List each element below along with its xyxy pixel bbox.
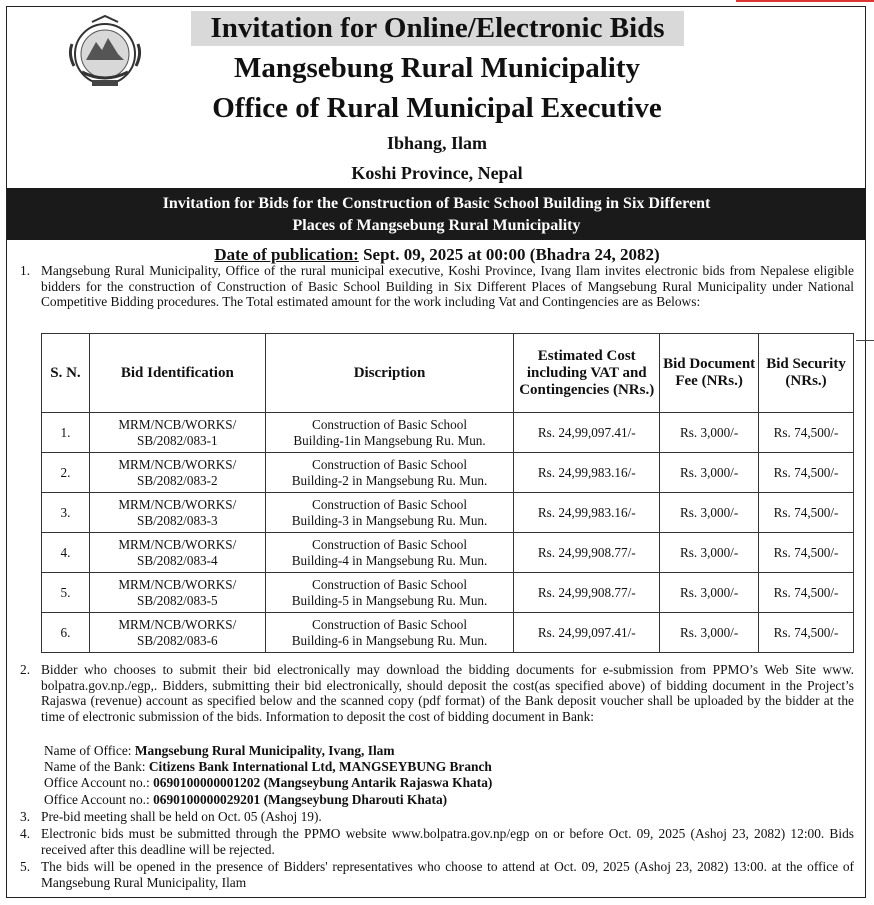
cell-bid-id-id2: SB/2082/083-2: [137, 472, 218, 488]
bank-value: Citizens Bank International Ltd, MANGSEYBUNG Branch: [148, 759, 492, 774]
cell-security: [759, 493, 854, 533]
banner-line-2: Places of Mangsebung Rural Municipality: [292, 217, 581, 234]
col-bid-security: Bid Security (NRs.): [759, 334, 854, 413]
cell-security: [759, 533, 854, 573]
cell-description: [265, 453, 514, 493]
cell-bid-id: [89, 493, 265, 533]
table-row: [42, 493, 854, 533]
table-row: [42, 613, 854, 653]
cell-fee-fee: Rs. 3,000/-: [679, 504, 739, 520]
cell-description-d2: Building-6 in Mangsebung Ru. Mun.: [291, 632, 488, 648]
account-2-value: 0690100000029201 (Mangseybung Dharouti Khata): [153, 792, 448, 807]
cell-bid-id-id1: MRM/NCB/WORKS/: [118, 456, 237, 472]
cell-cost-cost: Rs. 24,99,097.41/-: [537, 424, 636, 440]
publication-date: [0, 245, 874, 265]
cell-sn: [42, 533, 90, 573]
cell-security-security: Rs. 74,500/-: [773, 504, 839, 520]
cell-cost: [514, 493, 660, 533]
cell-description-d2: Building-4 in Mangsebung Ru. Mun.: [291, 552, 488, 568]
cell-description-d1: Construction of Basic School: [312, 496, 467, 512]
cell-fee-fee: Rs. 3,000/-: [679, 424, 739, 440]
cell-security: [759, 453, 854, 493]
cell-sn-sn: 3.: [60, 504, 71, 520]
margin-tick: [856, 340, 874, 341]
cell-fee-fee: Rs. 3,000/-: [679, 544, 739, 560]
cell-fee: [660, 453, 759, 493]
cell-security-security: Rs. 74,500/-: [773, 584, 839, 600]
cell-bid-id: [89, 413, 265, 453]
cell-cost-cost: Rs. 24,99,983.16/-: [537, 464, 636, 480]
cell-description: [265, 493, 514, 533]
table-row: [42, 413, 854, 453]
item-1-text: Mangsebung Rural Municipality, Office of the rural municipal executive, Koshi Province, Ivang Ilam invites electronic bids from Nepalese eligible bidders for the construction of Construction of Basic School Building in Six Different Places of Mangsebung Rural Municipality under National Competitive Bidding procedures. The Total estimated amount for the work including Vat and Contingencies are as Belows:: [41, 263, 854, 309]
item-2-text: Bidder who chooses to submit their bid electronically may download the bidding documents for e-submission from PPMO’s Web Site www. bolpatra.gov.np./egp,. Bidders, submitting their bid electronically, should deposit the cost(as specified above) of bidding document in the Project’s Rajaswa (revenue) account as specified below and the scanned copy (pdf format) of the Bank deposit voucher shall be uploaded by the bidder at the time of electronic submission of the bids. Information to deposit the cost of bidding document in Bank:: [41, 662, 854, 724]
col-bid-id: Bid Identification: [89, 334, 265, 413]
title-banner: [7, 188, 866, 240]
cell-bid-id-id2: SB/2082/083-6: [137, 632, 218, 648]
office-label: Name of Office:: [44, 743, 132, 758]
publication-value: Sept. 09, 2025 at 00:00 (Bhadra 24, 2082): [363, 245, 660, 264]
account-1-line: [44, 775, 492, 791]
cell-security-security: Rs. 74,500/-: [773, 464, 839, 480]
cell-sn: [42, 493, 90, 533]
cell-fee: [660, 413, 759, 453]
table-row: [42, 453, 854, 493]
cell-cost: [514, 413, 660, 453]
cell-bid-id-id1: MRM/NCB/WORKS/: [118, 616, 237, 632]
cell-fee-fee: Rs. 3,000/-: [679, 624, 739, 640]
cell-sn-sn: 6.: [60, 624, 71, 640]
item-4-number: 4.: [20, 826, 31, 841]
cell-bid-id-id1: MRM/NCB/WORKS/: [118, 536, 237, 552]
account-1-value: 0690100000001202 (Mangseybung Antarik Rajaswa Khata): [153, 775, 493, 790]
item-5-text: The bids will be opened in the presence of Bidders' representatives who choose to attend at Oct. 09, 2025 (Ashoj 23, 2082) 13:00. at the office of Mangsebung Rural Municipality, Ilam: [41, 859, 854, 890]
cell-fee-fee: Rs. 3,000/-: [679, 584, 739, 600]
account-2-line: [44, 792, 447, 808]
cell-description-d2: Building-3 in Mangsebung Ru. Mun.: [291, 512, 488, 528]
cell-security-security: Rs. 74,500/-: [773, 424, 839, 440]
table-header-row: [42, 334, 854, 413]
cell-sn: [42, 613, 90, 653]
top-edge-mark: [736, 0, 874, 2]
cell-cost-cost: Rs. 24,99,908.77/-: [537, 584, 636, 600]
cell-bid-id-id1: MRM/NCB/WORKS/: [118, 576, 237, 592]
col-sn: S. N.: [42, 334, 90, 413]
cell-description-d1: Construction of Basic School: [312, 576, 467, 592]
cell-fee: [660, 493, 759, 533]
cell-sn: [42, 573, 90, 613]
bank-name-line: [44, 759, 492, 775]
cell-security: [759, 573, 854, 613]
cell-description: [265, 413, 514, 453]
col-estimated-cost: Estimated Cost including VAT and Contingencies (NRs.): [514, 334, 660, 413]
cell-fee: [660, 613, 759, 653]
cell-bid-id: [89, 533, 265, 573]
item-2-number: 2.: [20, 662, 31, 677]
table-body: [42, 413, 854, 653]
account-1-label: Office Account no.:: [44, 775, 150, 790]
cell-cost-cost: Rs. 24,99,097.41/-: [537, 624, 636, 640]
banner-line-1: Invitation for Bids for the Construction of Basic School Building in Six Different: [162, 195, 711, 212]
cell-description-d2: Building-1in Mangsebung Ru. Mun.: [293, 432, 486, 448]
cell-bid-id-id2: SB/2082/083-3: [137, 512, 218, 528]
cell-cost-cost: Rs. 24,99,983.16/-: [537, 504, 636, 520]
cell-cost: [514, 613, 660, 653]
cell-description-d2: Building-2 in Mangsebung Ru. Mun.: [291, 472, 488, 488]
bid-table: [41, 333, 854, 653]
item-4-text: Electronic bids must be submitted through the PPMO website www.bolpatra.gov.np/egp on or before Oct. 09, 2025 (Ashoj 23, 2082) 12:00. Bids received after this deadline will be rejected.: [41, 826, 854, 857]
cell-description: [265, 573, 514, 613]
cell-bid-id: [89, 453, 265, 493]
cell-bid-id: [89, 573, 265, 613]
col-description: Discription: [265, 334, 514, 413]
cell-cost-cost: Rs. 24,99,908.77/-: [537, 544, 636, 560]
cell-fee: [660, 533, 759, 573]
cell-description: [265, 533, 514, 573]
bank-label: Name of the Bank:: [44, 759, 146, 774]
cell-security-security: Rs. 74,500/-: [773, 544, 839, 560]
publication-label: Date of publication:: [214, 245, 359, 264]
cell-cost: [514, 533, 660, 573]
cell-sn-sn: 2.: [60, 464, 71, 480]
cell-sn: [42, 413, 90, 453]
cell-bid-id-id2: SB/2082/083-1: [137, 432, 218, 448]
cell-description-d1: Construction of Basic School: [312, 456, 467, 472]
cell-description-d1: Construction of Basic School: [312, 416, 467, 432]
cell-bid-id-id1: MRM/NCB/WORKS/: [118, 496, 237, 512]
cell-security-security: Rs. 74,500/-: [773, 624, 839, 640]
cell-security: [759, 613, 854, 653]
cell-description-d2: Building-5 in Mangsebung Ru. Mun.: [291, 592, 488, 608]
municipality-name: Mangsebung Rural Municipality: [233, 52, 641, 84]
item-5-number: 5.: [20, 859, 31, 874]
cell-bid-id-id2: SB/2082/083-5: [137, 592, 218, 608]
cell-sn-sn: 1.: [60, 424, 71, 440]
office-name-line: [44, 743, 395, 759]
invitation-title: Invitation for Online/Electronic Bids: [191, 11, 684, 46]
office-name: Office of Rural Municipal Executive: [212, 92, 662, 124]
cell-security: [759, 413, 854, 453]
cell-bid-id-id1: MRM/NCB/WORKS/: [118, 416, 237, 432]
cell-description-d1: Construction of Basic School: [312, 616, 467, 632]
item-3-text: Pre-bid meeting shall be held on Oct. 05 (Ashoj 19).: [41, 809, 322, 824]
location: Ibhang, Ilam: [386, 133, 488, 153]
cell-sn-sn: 4.: [60, 544, 71, 560]
cell-bid-id: [89, 613, 265, 653]
col-document-fee: Bid Document Fee (NRs.): [660, 334, 759, 413]
account-2-label: Office Account no.:: [44, 792, 150, 807]
province: Koshi Province, Nepal: [351, 163, 523, 183]
cell-bid-id-id2: SB/2082/083-4: [137, 552, 218, 568]
table-row: [42, 573, 854, 613]
cell-cost: [514, 453, 660, 493]
cell-fee-fee: Rs. 3,000/-: [679, 464, 739, 480]
table-row: [42, 533, 854, 573]
cell-sn-sn: 5.: [60, 584, 71, 600]
cell-fee: [660, 573, 759, 613]
item-3-number: 3.: [20, 809, 31, 824]
cell-description-d1: Construction of Basic School: [312, 536, 467, 552]
cell-description: [265, 613, 514, 653]
cell-cost: [514, 573, 660, 613]
item-1-number: 1.: [20, 263, 31, 278]
office-value: Mangsebung Rural Municipality, Ivang, Ilam: [134, 743, 395, 758]
cell-sn: [42, 453, 90, 493]
